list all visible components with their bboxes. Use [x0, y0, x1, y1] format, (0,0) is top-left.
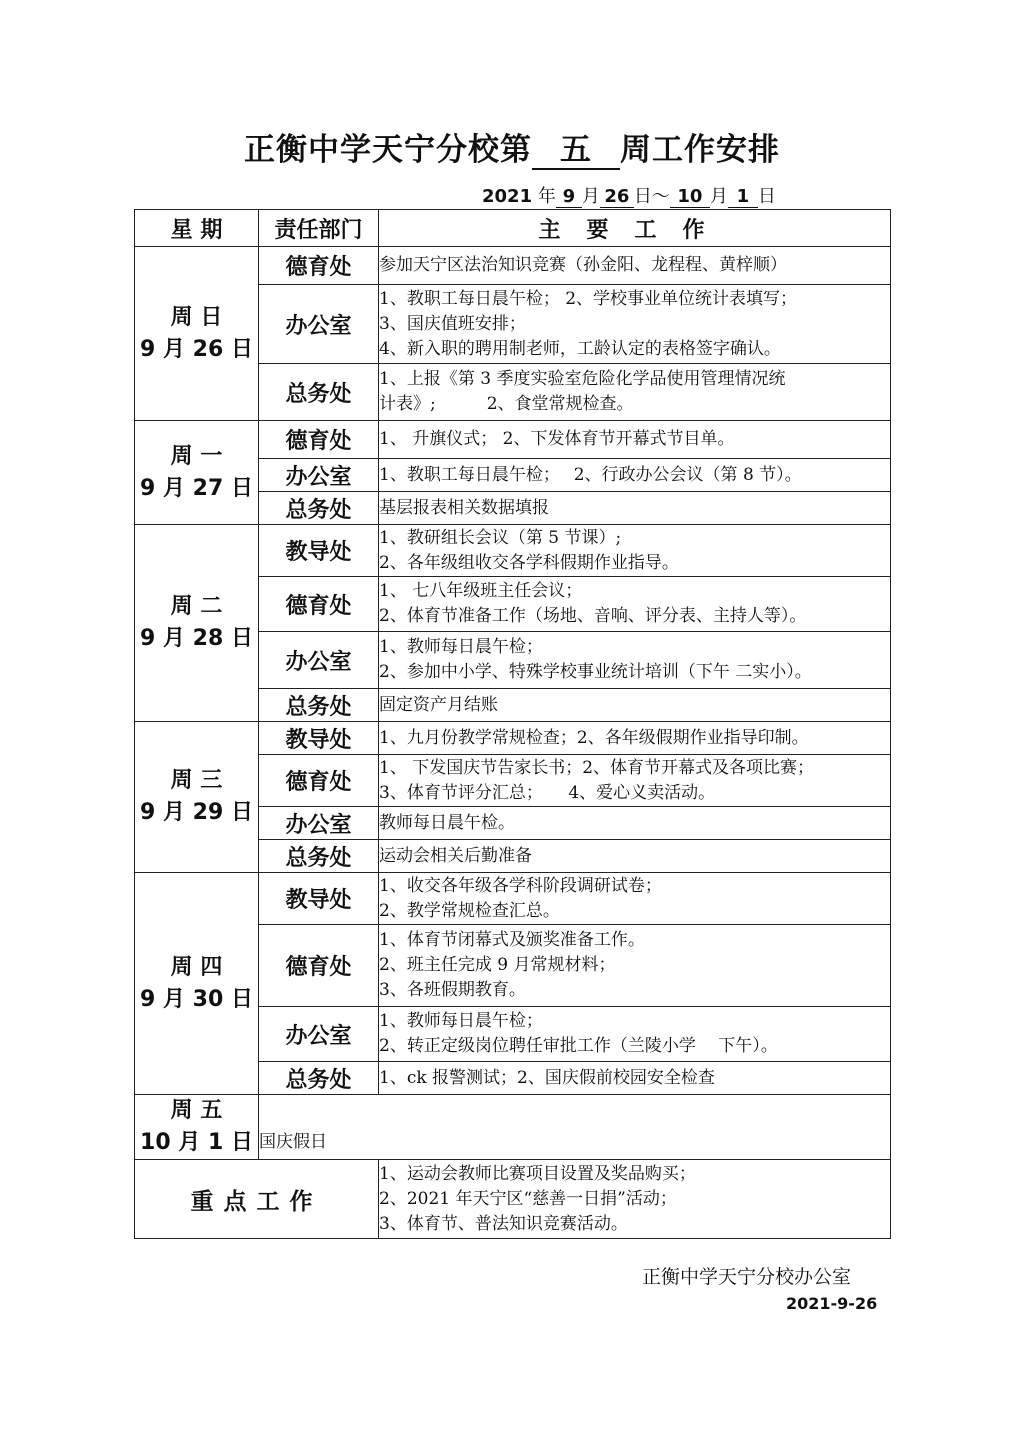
work-line: 1、ck 报警测试；2、国庆假前校园安全检查: [379, 1067, 715, 1088]
date-ri1: 日～: [633, 186, 670, 207]
work-line: 参加天宁区法治知识竞赛（孙金阳、龙程程、黄梓顺）: [379, 255, 787, 275]
dept-cell: 总务处: [259, 364, 379, 421]
weekday-label: 周 三: [170, 768, 223, 793]
work-line: 1、 七八年级班主任会议；: [379, 581, 583, 601]
work-cell: [379, 459, 891, 492]
work-line: 1、 升旗仪式； 2、下发体育节开幕式节目单。: [379, 429, 735, 449]
header-day: 星 期: [135, 210, 259, 247]
day-cell: [135, 421, 259, 525]
work-line: 运动会相关后勤准备: [379, 845, 532, 866]
dept-cell: 总务处: [259, 689, 379, 722]
schedule-row: [135, 525, 891, 577]
day-cell: [135, 525, 259, 722]
schedule-table: [134, 209, 891, 1239]
key-work-line: 3、体育节、普法知识竞赛活动。: [379, 1213, 628, 1234]
work-cell: [379, 525, 891, 577]
dept-cell: 总务处: [259, 1062, 379, 1095]
dept-cell: 办公室: [259, 632, 379, 689]
weekday-label: 周 五: [170, 1098, 223, 1123]
holiday-cell: [259, 1095, 891, 1160]
work-line: 3、国庆值班安排；: [379, 313, 526, 334]
date-yue1: 月: [581, 186, 600, 207]
key-work-line: 1、运动会教师比赛项目设置及奖品购买；: [379, 1163, 696, 1184]
footer-date: 2021-9-26: [786, 1294, 878, 1313]
work-line: 3、各班假期教育。: [379, 980, 526, 1000]
dept-cell: 德育处: [259, 421, 379, 459]
work-line: 1、教师每日晨午检；: [379, 637, 543, 657]
work-cell: [379, 421, 891, 459]
date-yue2: 月: [709, 186, 728, 207]
day-cell: [135, 873, 259, 1095]
dept-cell: 德育处: [259, 755, 379, 807]
work-line: 2、转正定级岗位聘任审批工作（兰陵小学 下午）。: [379, 1036, 778, 1056]
work-cell: [379, 492, 891, 525]
work-cell: [379, 722, 891, 755]
work-line: 基层报表相关数据填报: [379, 497, 549, 518]
work-line: 4、新入职的聘用制老师，工龄认定的表格签字确认。: [379, 338, 781, 359]
work-line: 1、九月份教学常规检查；2、各年级假期作业指导印制。: [379, 727, 809, 748]
work-line: 1、上报《第 3 季度实验室危险化学品使用管理情况统: [379, 369, 786, 389]
work-line: 固定资产月结账: [379, 694, 498, 715]
work-cell: [379, 247, 891, 285]
dept-cell: 教导处: [259, 525, 379, 577]
dept-cell: 德育处: [259, 247, 379, 285]
weekday-label: 周 一: [170, 443, 223, 469]
date-label: 9 月 26 日: [140, 336, 253, 362]
date-label: 9 月 30 日: [140, 986, 253, 1012]
work-line: 教师每日晨午检。: [379, 812, 515, 833]
work-line: 2、各年级组收交各学科假期作业指导。: [379, 552, 679, 573]
work-cell: [379, 577, 891, 632]
work-line: 2、参加中小学、特殊学校事业统计培训（下午 二实小）。: [379, 662, 812, 682]
title-suffix: 周工作安排: [620, 132, 780, 168]
work-line: 1、教师每日晨午检；: [379, 1011, 543, 1031]
weekday-label: 周 二: [170, 594, 223, 619]
work-line: 1、教研组长会议（第 5 节课）;: [379, 527, 622, 548]
date-ri2: 日: [757, 186, 776, 207]
work-cell: [379, 1062, 891, 1095]
work-cell: [379, 285, 891, 364]
holiday-text: 国庆假日: [259, 1132, 327, 1152]
dept-cell: 总务处: [259, 840, 379, 873]
dept-cell: 总务处: [259, 492, 379, 525]
work-line: 2、体育节准备工作（场地、音响、评分表、主持人等）。: [379, 606, 807, 626]
work-line: 1、收交各年级各学科阶段调研试卷；: [379, 875, 662, 896]
day-cell: [135, 247, 259, 421]
work-cell: [379, 873, 891, 925]
key-work-line: 2、2021 年天宁区“慈善一日捐”活动；: [379, 1188, 677, 1209]
work-line: 3、体育节评分汇总； 4、爱心义卖活动。: [379, 782, 716, 803]
date-label: 9 月 27 日: [140, 475, 253, 501]
key-work-label: 重点工作: [135, 1160, 379, 1239]
date-nian: 年: [537, 186, 556, 207]
day-cell: [135, 722, 259, 873]
schedule-row: [135, 722, 891, 755]
work-cell: [379, 755, 891, 807]
date-start-day: 26: [600, 187, 634, 208]
header-dept: 责任部门: [259, 210, 379, 247]
dept-cell: 办公室: [259, 807, 379, 840]
work-line: 2、教学常规检查汇总。: [379, 900, 560, 921]
date-start-month: 9: [556, 187, 582, 208]
work-cell: [379, 807, 891, 840]
date-year: 2021: [482, 186, 533, 207]
header-row: [135, 210, 891, 247]
work-line: 1、教职工每日晨午检； 2、学校事业单位统计表填写；: [379, 288, 798, 309]
work-line: 1、教职工每日晨午检； 2、行政办公会议（第 8 节）。: [379, 464, 802, 485]
date-label: 9 月 28 日: [140, 626, 253, 651]
date-end-month: 10: [670, 187, 710, 208]
work-line: 1、 下发国庆节告家长书；2、体育节开幕式及各项比赛；: [379, 757, 815, 778]
weekday-label: 周 四: [170, 954, 223, 980]
date-label: 10 月 1 日: [140, 1130, 253, 1155]
dept-cell: 德育处: [259, 925, 379, 1007]
header-work: 主要工作: [379, 210, 891, 247]
work-line: 1、体育节闭幕式及颁奖准备工作。: [379, 930, 645, 950]
work-cell: [379, 364, 891, 421]
footer-org: 正衡中学天宁分校办公室: [642, 1266, 852, 1288]
date-label: 9 月 29 日: [140, 800, 253, 825]
page-title: [0, 124, 1024, 170]
dept-cell: 办公室: [259, 1007, 379, 1062]
weekday-label: 周 日: [170, 304, 223, 330]
key-work-row: [135, 1160, 891, 1239]
work-line: 2、班主任完成 9 月常规材料；: [379, 955, 616, 975]
work-cell: [379, 1007, 891, 1062]
dept-cell: 办公室: [259, 459, 379, 492]
date-end-day: 1: [728, 187, 758, 208]
work-cell: [379, 689, 891, 722]
work-cell: [379, 840, 891, 873]
title-prefix: 正衡中学天宁分校第: [244, 132, 532, 168]
date-range: [482, 182, 776, 208]
schedule-row: [135, 421, 891, 459]
dept-cell: 教导处: [259, 722, 379, 755]
dept-cell: 教导处: [259, 873, 379, 925]
schedule-row: [135, 873, 891, 925]
dept-cell: 办公室: [259, 285, 379, 364]
dept-cell: 德育处: [259, 577, 379, 632]
key-work-cell: [379, 1160, 891, 1239]
work-cell: [379, 925, 891, 1007]
work-cell: [379, 632, 891, 689]
schedule-row: [135, 247, 891, 285]
friday-row: [135, 1095, 891, 1160]
day-cell: [135, 1095, 259, 1160]
title-week-number: 五: [532, 132, 620, 170]
work-line: 计表》; 2、食堂常规检查。: [379, 394, 634, 414]
